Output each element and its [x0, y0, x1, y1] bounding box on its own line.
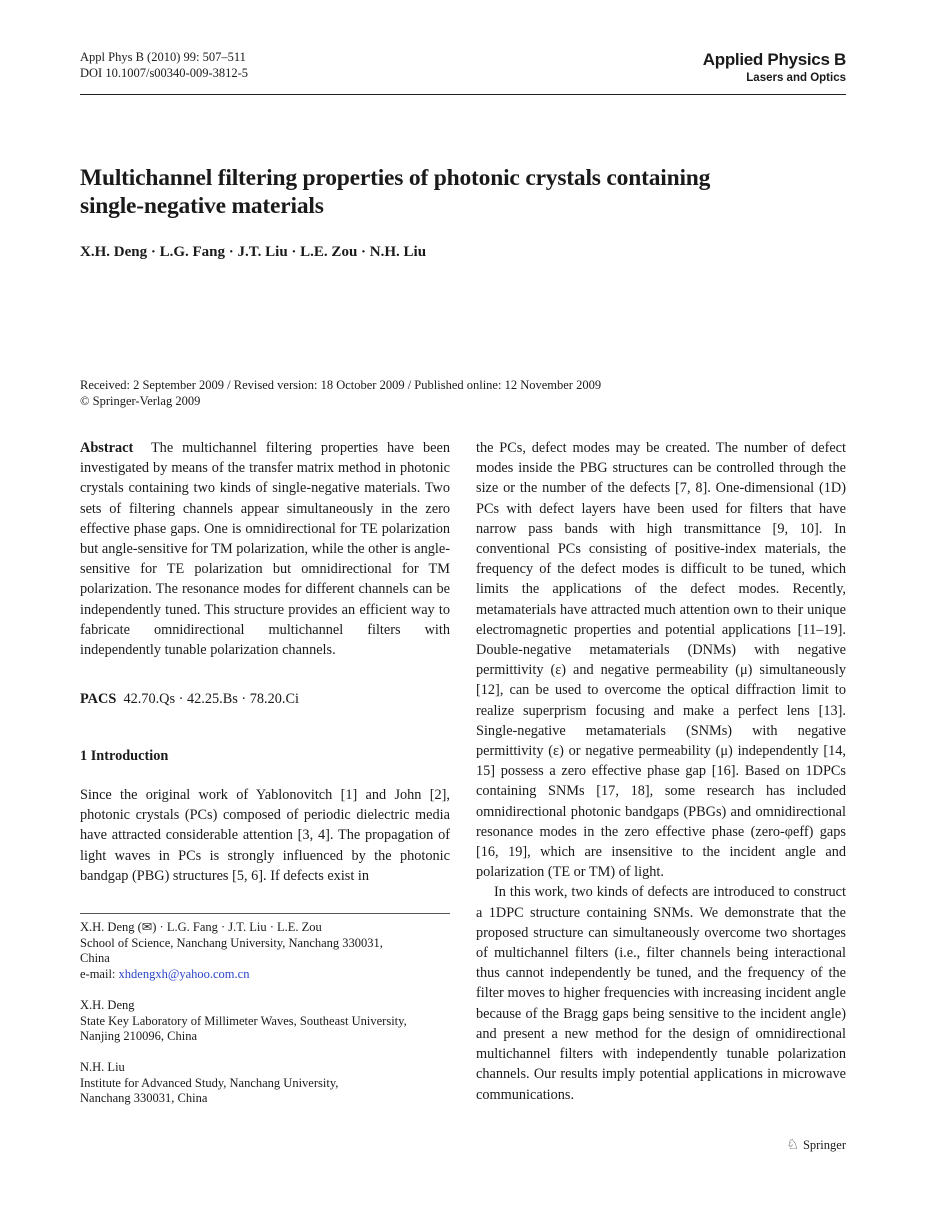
header-rule [80, 94, 846, 95]
running-header-citation [80, 49, 248, 81]
abstract-text: The multichannel filtering properties have been investigated by means of the transfer matrix method in photonic crystals containing two kinds of single-negative materials. Two sets of filtering channels appear simultaneously in the zero effective phase gaps. One is omnidirectional for TE polarization but angle-sensitive for TM polarization, while the other is angle-sensitive for TE polarization but omnidirectional for TM polarization. The resonance modes for different channels can be independently tuned. This structure provides an efficient way to fabricate omnidirectional multichannel filters with independently tunable polarization channels. [80, 440, 451, 659]
section-heading: 1 Introduction [80, 748, 169, 764]
journal-header [703, 50, 846, 86]
article-title [80, 164, 840, 220]
introduction-heading [80, 746, 450, 766]
aff3-address: Nanchang 330031, China [80, 1091, 208, 1106]
pacs-label: PACS [80, 691, 117, 707]
citation: Appl Phys B (2010) 99: 507–511 [80, 50, 246, 64]
aff2-institution: State Key Laboratory of Millimeter Waves, Southeast University, [80, 1013, 407, 1028]
abstract-block [80, 438, 450, 660]
received-dates: Received: 2 September 2009 / Revised version: 18 October 2009 / Published online: 12 November 2009 [80, 378, 602, 392]
aff1-email-line [80, 967, 450, 983]
copyright: © Springer-Verlag 2009 [80, 394, 201, 408]
intro-text: Since the original work of Yablonovitch [1] and John [2], photonic crystals (PCs) composed of periodic dielectric media have attracted considerable attention [3, 4]. The propagation of light waves in PCs is strongly influenced by the photonic bandgap (PBG) structures [5, 6]. If defects exist in [80, 787, 450, 884]
publication-dates [80, 377, 601, 409]
abstract-label: Abstract [80, 440, 134, 456]
affiliation-3 [80, 1060, 450, 1107]
abstract [80, 438, 450, 660]
intro-paragraph-2: the PCs, defect modes may be created. The number of defect modes inside the PBG structures can be controlled through the size or the number of the defects [7, 8]. One-dimensional (1D) PCs with defect layers have been used for filters that have narrow pass bands with high transmittance [9, 10]. In conventional PCs consisting of positive-index materials, the frequency of the defect modes is difficult to be tuned, which limits the applications of the defect modes. Recently, metamaterials have attracted much attention own to their unique electromagnetic properties and potential applications [11–19]. Double-negative metamaterials (DNMs) with negative permittivity (ε) and negative permeability (μ) simultaneously [12], can be used to overcome the optical diffraction limit to realize superprism focusing and make a perfect lens [13]. Single-negative metamaterials (SNMs) with negative permittivity (ε) or negative permeability (μ) independently [14, 15] possess a zero effective phase gap [16]. Based on 1DPCs containing SNMs [17, 18], some research has included omnidirectional photonic bandgaps (PBGs) and omnidirectional resonance modes in the zero effective phase (zero-φeff) gaps [16, 19], which are insensitive to the incident angle and polarization (TE or TM) of light. [476, 440, 846, 881]
aff3-institution: Institute for Advanced Study, Nanchang University, [80, 1075, 339, 1090]
affiliation-2 [80, 998, 450, 1045]
title-line-2: single-negative materials [80, 193, 324, 219]
publisher-name: Springer [802, 1138, 846, 1152]
email-label: e-mail: [80, 966, 119, 981]
aff3-author: N.H. Liu [80, 1060, 125, 1074]
aff2-author: X.H. Deng [80, 998, 135, 1012]
title-line-1: Multichannel filtering properties of photonic crystals containing [80, 165, 711, 191]
right-column [476, 438, 846, 1105]
author-list: X.H. Deng · L.G. Fang · J.T. Liu · L.E. Zou · N.H. Liu [80, 244, 427, 260]
footnote-rule [80, 913, 450, 914]
aff1-country: China [80, 951, 110, 966]
aff2-address: Nanjing 210096, China [80, 1029, 198, 1044]
aff1-authors: X.H. Deng (✉) · L.G. Fang · J.T. Liu · L.E. Zou [80, 920, 322, 934]
intro-paragraph-1 [80, 785, 450, 886]
publisher-footer [786, 1137, 846, 1154]
journal-section: Lasers and Optics [746, 72, 846, 84]
pacs-codes: 42.70.Qs · 42.25.Bs · 78.20.Ci [123, 691, 299, 707]
email-link[interactable]: xhdengxh@yahoo.com.cn [118, 966, 250, 981]
affiliation-1 [80, 920, 450, 982]
springer-horse-icon: ♘ [786, 1138, 799, 1153]
doi: DOI 10.1007/s00340-009-3812-5 [80, 66, 249, 80]
pacs-block [80, 689, 450, 709]
aff1-institution: School of Science, Nanchang University, Nanchang 330031, [80, 935, 383, 950]
journal-name: Applied Physics B [702, 50, 846, 69]
intro-paragraph-3: In this work, two kinds of defects are introduced to construct a 1DPC structure containing SNMs. We demonstrate that the proposed structure can simultaneously overcome two shortages of multichannel filters (i.e., filter channels being interactional thus cannot independently be tuned, and the frequency of the filter moves to higher frequencies with increasing incident angle because of the Bragg gaps being sensitive to the incident angle) and present a new method for the design of omnidirectional multichannel filters with independently tunable polarization channels. Our results imply potential applications in microwave communications. [476, 884, 846, 1103]
